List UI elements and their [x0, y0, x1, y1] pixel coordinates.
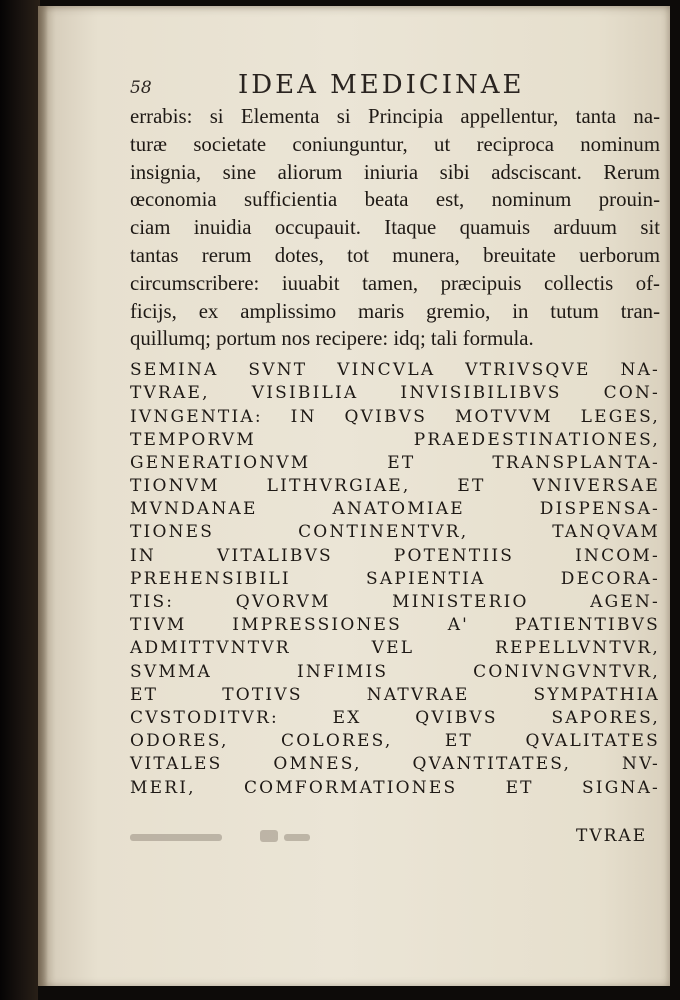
caps-line: IVNGENTIA: IN QVIBVS MOTVVM LEGES,: [130, 406, 660, 427]
text-line: tantas rerum dotes, tot munera, breuitate uerborum: [130, 243, 660, 267]
show-through-ink: [130, 828, 310, 848]
caps-line: TIS: QVORVM MINISTERIO AGEN-: [130, 592, 660, 613]
page-header: [130, 70, 660, 104]
text-line: quillumq; portum nos recipere: idq; tali formula.: [130, 327, 534, 351]
text-line: circumscribere: iuuabit tamen, præcipuis collectis of-: [130, 271, 660, 295]
caps-line: ADMITTVNTVR VEL REPELLVNTVR,: [130, 638, 660, 659]
caps-line: PREHENSIBILI SAPIENTIA DECORA-: [130, 568, 660, 589]
caps-line: TIVM IMPRESSIONES A' PATIENTIBVS: [130, 615, 660, 636]
show-through-mark: [284, 834, 310, 841]
show-through-mark: [260, 830, 278, 842]
catchword: TVRAE: [576, 826, 648, 846]
page-number: 58: [130, 78, 152, 98]
text-line: œconomia sufficientia beata est, nominum prouin-: [130, 188, 660, 212]
caps-line: TVRAE, VISIBILIA INVISIBILIBVS CON-: [130, 383, 660, 404]
page-gutter-shadow: [38, 6, 48, 988]
text-line: turæ societate coniunguntur, ut reciproca nominum: [130, 132, 660, 156]
text-line: insignia, sine aliorum iniuria sibi adsciscant. Rerum: [130, 160, 660, 184]
caps-line: TIONES CONTINENTVR, TANQVAM: [130, 522, 660, 543]
text-line: ciam inuidia occupauit. Itaque quamuis arduum sit: [130, 216, 660, 240]
text-line: ficijs, ex amplissimo maris gremio, in tutum tran-: [130, 299, 660, 323]
caps-line: MVNDANAE ANATOMIAE DISPENSA-: [130, 499, 660, 520]
caps-line: MERI, COMFORMATIONES ET SIGNA-: [130, 777, 660, 798]
caps-line: VITALES OMNES, QVANTITATES, NV-: [130, 754, 660, 775]
page-bottom-edge: [38, 986, 670, 1000]
caps-line: GENERATIONVM ET TRANSPLANTA-: [130, 452, 660, 473]
caps-line: SVMMA INFIMIS CONIVNGVNTVR,: [130, 661, 660, 682]
caps-line: SEMINA SVNT VINCVLA VTRIVSQVE NA-: [130, 360, 660, 381]
caps-line: CVSTODITVR: EX QVIBVS SAPORES,: [130, 707, 660, 728]
caps-line: ODORES, COLORES, ET QVALITATES: [130, 731, 660, 752]
book-spine-shadow: [0, 0, 40, 1000]
show-through-mark: [130, 834, 222, 841]
text-line: errabis: si Elementa si Principia appellentur, tanta na-: [130, 105, 660, 128]
caps-line: IN VITALIBVS POTENTIIS INCOM-: [130, 545, 660, 566]
running-title: IDEA MEDICINAE: [238, 70, 525, 100]
caps-line: ET TOTIVS NATVRAE SYMPATHIA: [130, 684, 660, 705]
caps-line: TIONVM LITHVRGIAE, ET VNIVERSAE: [130, 476, 660, 497]
caps-line: TEMPORVM PRAEDESTINATIONES,: [130, 429, 660, 450]
main-text-block: [130, 103, 660, 800]
